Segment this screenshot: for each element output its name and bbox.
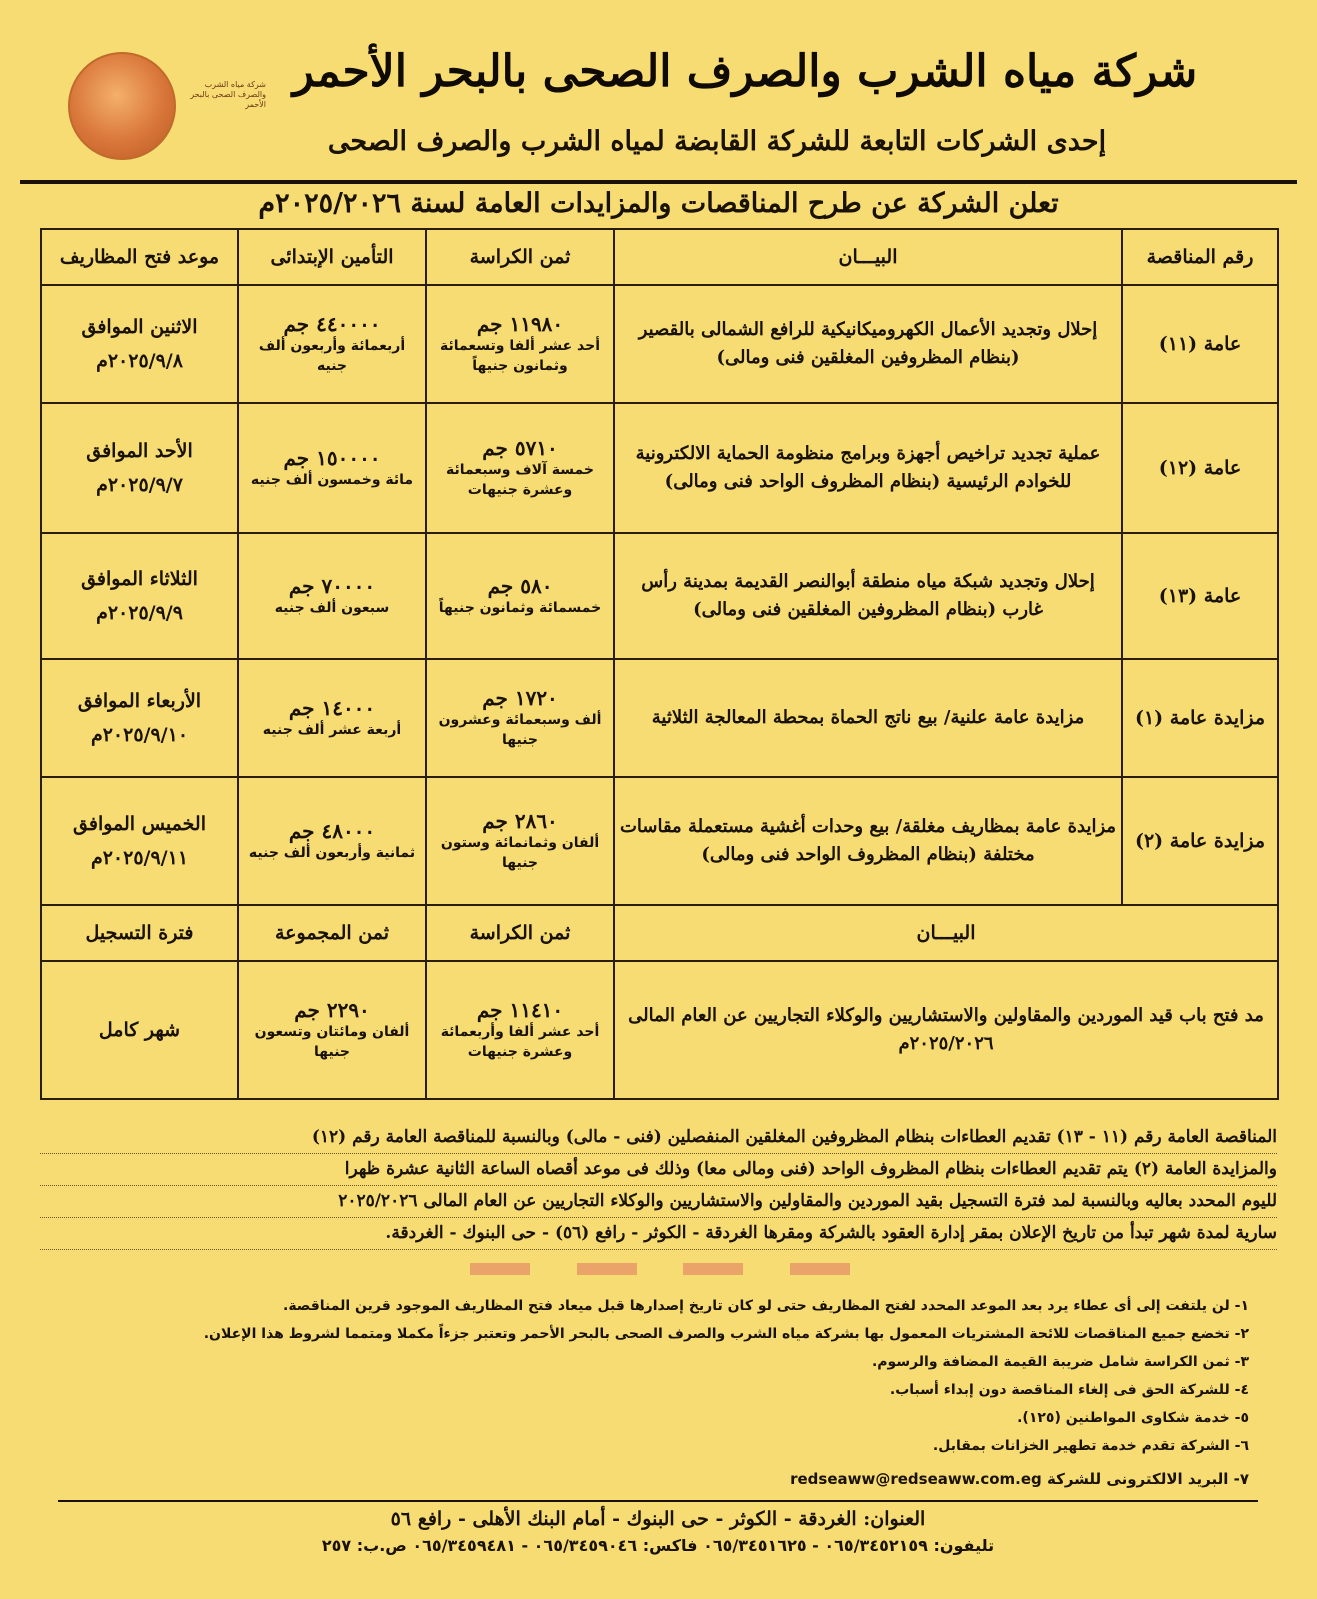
insurance	[238, 403, 426, 533]
insurance-amount: ٧٠٠٠٠ جم	[288, 574, 376, 598]
note-line: المناقصة العامة رقم (١١ - ١٣) تقديم العطاءات بنظام المظروفين المغلقين المنفصلين (فنى - مالى) وبالنسبة للمناقصة العامة رقم (١٢)	[40, 1122, 1277, 1154]
insurance	[238, 285, 426, 403]
booklet-amount: ١٧٢٠ جم	[482, 686, 558, 710]
booklet-price	[426, 285, 614, 403]
tender-desc: مزايدة عامة علنية/ بيع ناتج الحماة بمحطة المعالجة الثلاثية	[614, 659, 1122, 777]
opening-day: الأربعاء الموافق	[77, 690, 202, 712]
opening-date	[41, 777, 238, 905]
submission-notes	[40, 1122, 1277, 1250]
note-line: والمزايدة العامة (٢) يتم تقديم العطاءات بنظام المظروف الواحد (فنى ومالى معا) وذلك فى موعد أقصاه الساعة الثانية عشرة ظهرا	[40, 1154, 1277, 1186]
tenders-table	[40, 228, 1279, 1100]
booklet-words: ألف وسبعمائة وعشرون جنيها	[438, 712, 602, 748]
insurance-words: ثمانية وأربعون ألف جنيه	[248, 845, 416, 861]
opening-date	[41, 285, 238, 403]
booklet-words: أحد عشر ألفا وأربعمائة وعشرة جنيهات	[440, 1024, 600, 1060]
divider-block	[790, 1263, 850, 1275]
opening-date	[41, 403, 238, 533]
term-item: ١- لن يلتفت إلى أى عطاء يرد بعد الموعد المحدد لفتح المظاريف حتى لو كان تاريخ إصدارها قبل ميعاد فتح المظاريف الموجود قرين المناقصة.	[283, 1298, 1249, 1314]
divider-block	[683, 1263, 743, 1275]
booklet-amount: ٢٨٦٠ جم	[482, 809, 558, 833]
insurance-words: سبعون ألف جنيه	[274, 600, 390, 616]
registration-period: شهر كامل	[41, 961, 238, 1099]
note-line: لليوم المحدد بعاليه وبالنسبة لمد فترة التسجيل بقيد الموردين والمقاولين والاستشاريين والوكلاء التجاريين عن العام المالى ٢٠٢٥/٢٠٢٦	[40, 1186, 1277, 1218]
col-booklet-header: ثمن الكراسة	[426, 229, 614, 285]
opening-day: الاثنين الموافق	[81, 316, 198, 338]
opening-date	[41, 659, 238, 777]
company-address: العنوان: الغردقة - الكوثر - حى البنوك - أمام البنك الأهلى - رافع ٥٦	[390, 1508, 926, 1530]
header-banner	[20, 18, 1297, 184]
booklet-words: ألفان وثمانمائة وستون جنيها	[440, 835, 600, 871]
col-period-header: فترة التسجيل	[41, 905, 238, 961]
tender-desc: إحلال وتجديد شبكة مياه منطقة أبوالنصر القديمة بمدينة رأس غارب (بنظام المظروفين المغلقين فنى ومالى)	[614, 533, 1122, 659]
insurance	[238, 533, 426, 659]
registration-row	[41, 961, 1278, 1099]
booklet-price	[426, 533, 614, 659]
opening-date-value: ٢٠٢٥/٩/٧م	[96, 474, 183, 496]
tender-desc: عملية تجديد تراخيص أجهزة وبرامج منظومة الحماية الالكترونية للخوادم الرئيسية (بنظام المظروف الواحد فنى ومالى)	[614, 403, 1122, 533]
opening-date-value: ٢٠٢٥/٩/١١م	[90, 847, 189, 869]
booklet-amount: ١١٤١٠ جم	[476, 998, 564, 1022]
booklet-amount: ٥٨٠ جم	[487, 574, 553, 598]
term-item: ٢- تخضع جميع المناقصات للائحة المشتريات المعمول بها بشركة مياه الشرب والصرف الصحى بالبحر الأحمر وتعتبر جزءاً مكملا ومتمما لشروط هذا الإعلان.	[203, 1326, 1249, 1342]
insurance-amount: ١٥٠٠٠٠ جم	[283, 446, 381, 470]
tender-number: مزايدة عامة (١)	[1122, 659, 1278, 777]
booklet-amount: ٥٧١٠ جم	[482, 436, 558, 460]
col-desc-header-2: البيـــان	[614, 905, 1278, 961]
company-subtitle: إحدى الشركات التابعة للشركة القابضة لمياه الشرب والصرف الصحى	[327, 126, 1107, 157]
col-number-header: رقم المناقصة	[1122, 229, 1278, 285]
opening-date-value: ٢٠٢٥/٩/١٠م	[90, 724, 189, 746]
tender-number: عامة (١٢)	[1122, 403, 1278, 533]
insurance-words: مائة وخمسون ألف جنيه	[250, 472, 414, 488]
term-item: ٤- للشركة الحق فى إلغاء المناقصة دون إبداء أسباب.	[889, 1382, 1249, 1398]
company-email: ٧- البريد الالكترونى للشركة redseaww@redseaww.com.eg	[790, 1470, 1249, 1488]
group-price	[238, 961, 426, 1099]
term-item: ٦- الشركة تقدم خدمة تطهير الخزانات بمقابل.	[932, 1438, 1249, 1454]
col-desc-header: البيـــان	[614, 229, 1122, 285]
booklet-amount: ١١٩٨٠ جم	[476, 312, 564, 336]
group-amount: ٢٢٩٠ جم	[294, 998, 370, 1022]
tender-desc: إحلال وتجديد الأعمال الكهروميكانيكية للرافع الشمالى بالقصير (بنظام المظروفين المغلقين فنى ومالى)	[614, 285, 1122, 403]
divider-block	[577, 1263, 637, 1275]
col-opening-header: موعد فتح المظاريف	[41, 229, 238, 285]
table-header-row	[41, 229, 1278, 285]
table-row	[41, 777, 1278, 905]
table-row	[41, 285, 1278, 403]
opening-day: الخميس الموافق	[73, 813, 206, 835]
table-row	[41, 533, 1278, 659]
note-line: سارية لمدة شهر تبدأ من تاريخ الإعلان بمقر إدارة العقود بالشركة ومقرها الغردقة - الكوثر - رافع (٥٦) - حى البنوك - الغردقة.	[40, 1218, 1277, 1250]
col-group-header: ثمن المجموعة	[238, 905, 426, 961]
divider-block	[470, 1263, 530, 1275]
company-logo-icon	[68, 52, 176, 160]
booklet-words: أحد عشر ألفا وتسعمائة وثمانون جنيهاً	[439, 338, 600, 374]
table-header-row-2	[41, 905, 1278, 961]
opening-date	[41, 533, 238, 659]
opening-day: الأحد الموافق	[86, 440, 193, 462]
footer-contact	[58, 1500, 1258, 1555]
booklet-price	[426, 659, 614, 777]
term-item: ٣- ثمن الكراسة شامل ضريبة القيمة المضافة والرسوم.	[871, 1354, 1249, 1370]
insurance-amount: ٤٨٠٠٠ جم	[288, 819, 376, 843]
divider-ornament	[470, 1263, 850, 1277]
tender-number: عامة (١١)	[1122, 285, 1278, 403]
term-item: ٥- خدمة شكاوى المواطنين (١٢٥).	[1017, 1410, 1249, 1426]
company-title: شركة مياه الشرب والصرف الصحى بالبحر الأحمر	[292, 46, 1198, 97]
insurance-words: أربعمائة وأربعون ألف جنيه	[258, 338, 406, 374]
logo-caption: شركة مياه الشرب والصرف الصحى بالبحر الأحمر	[190, 80, 266, 109]
insurance-amount: ٤٤٠٠٠٠ جم	[283, 312, 381, 336]
insurance-words: أربعة عشر ألف جنيه	[262, 722, 402, 738]
booklet-price	[426, 403, 614, 533]
opening-date-value: ٢٠٢٥/٩/٨م	[96, 350, 183, 372]
insurance	[238, 659, 426, 777]
table-row	[41, 659, 1278, 777]
col-booklet-header-2: ثمن الكراسة	[426, 905, 614, 961]
tender-desc: مزايدة عامة بمظاريف مغلقة/ بيع وحدات أغشية مستعملة مقاسات مختلفة (بنظام المظروف الواحد فنى ومالى)	[614, 777, 1122, 905]
tender-number: عامة (١٣)	[1122, 533, 1278, 659]
opening-date-value: ٢٠٢٥/٩/٩م	[96, 602, 183, 624]
booklet-words: خمسمائة وثمانون جنيهاً	[438, 600, 602, 616]
registration-desc: مد فتح باب قيد الموردين والمقاولين والاستشاريين والوكلاء التجاريين عن العام المالى ٢٠٢٥/٢٠٢٦م	[614, 961, 1278, 1099]
group-words: ألفان ومائتان وتسعون جنيها	[254, 1024, 410, 1060]
booklet-price	[426, 777, 614, 905]
opening-day: الثلاثاء الموافق	[81, 568, 198, 590]
terms-list	[69, 1292, 1249, 1460]
tender-number: مزايدة عامة (٢)	[1122, 777, 1278, 905]
company-phones: تليفون: ٠٦٥/٣٤٥٢١٥٩ - ٠٦٥/٣٤٥١٦٢٥ فاكس: ٠٦٥/٣٤٥٩٠٤٦ - ٠٦٥/٣٤٥٩٤٨١ ص.ب: ٢٥٧	[321, 1536, 995, 1555]
col-insurance-header: التأمين الإبتدائى	[238, 229, 426, 285]
table-row	[41, 403, 1278, 533]
booklet-price	[426, 961, 614, 1099]
insurance-amount: ١٤٠٠٠ جم	[288, 696, 376, 720]
booklet-words: خمسة آلاف وسبعمائة وعشرة جنيهات	[446, 462, 594, 498]
insurance	[238, 777, 426, 905]
announcement-title: تعلن الشركة عن طرح المناقصات والمزايدات العامة لسنة ٢٠٢٥/٢٠٢٦م	[258, 188, 1059, 219]
